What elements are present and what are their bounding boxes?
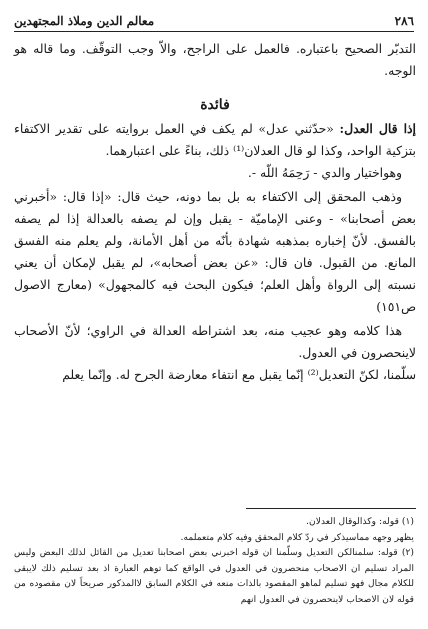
paragraph-5: سلّمنا، لكنّ التعديل⁽²⁾ إنّما يقبل مع انتفاء معارضة الجرح له. وإنّما يعلم (62, 367, 416, 382)
footnote-divider (246, 508, 416, 509)
paragraph-4: هذا كلامه وهو عجيب منه، بعد اشتراطه العدالة في الراوي؛ لأنّ الأصحاب لاينحصرون في العدول. (14, 323, 416, 360)
page-number: ٢٨٦ (394, 14, 414, 28)
footnote-2-text: (٢) قوله: سلمنالكن التعديل وسلّمنا ان قوله اخبرني بعض اصحابنا تعديل من القائل لذلك البعض وليس المراد تسليم ان الاصحاب منحصرون في العدول في الواقع كما توهم العبارة اذ بعد تسليم ذلك لايبقى للكلام مجال فهو تسليم لماهو المقصود بالذات منعه في الكلام السابق لاالمذكور صريحاً لان مقصوده من قوله لان الاصحاب لاينحصرون في العدول انهم (14, 547, 414, 605)
running-title: معالم الدين وملاذ المجتهدين (14, 14, 155, 28)
main-text (14, 38, 416, 386)
paragraph-1 (14, 118, 416, 162)
paragraph-1-text: «حدّثني عدل» لم يكف في العمل بروايته على تقدير الاكتفاء بتزكية الواحد، وكذا لو قال العدلان⁽¹⁾ ذلك، بناءً على اعتبارهما. (14, 121, 416, 158)
intro-paragraph: التدبّر الصحيح باعتباره. فالعمل على الراجح، والاّ وجب التوقّف. وما قاله هو الوجه. (14, 41, 416, 78)
paragraph-2: وهواختيار والدي - رَحِمَهُ اللّه -. (247, 165, 402, 180)
footnotes (14, 514, 414, 607)
footnote-1-title: (١) قوله: وكذالوقال العدلان. (306, 516, 414, 527)
paragraph-1-lead: إذا قال العدل: (339, 121, 416, 136)
page-header (14, 11, 414, 32)
footnote-1-text: يظهر وجهه مماسيذكر في ردّ كلام المحقق وفيه كلام متعملمه. (180, 531, 414, 543)
section-heading: فائدة (200, 97, 230, 113)
paragraph-3: وذهب المحقق إلى الاكتفاء به بل بما دونه، حيث قال: «إذا قال: «أخبرني بعض أصحابنا» - وعنى الإماميّة - يقبل وإن لم يصفه بالعدالة إذا لم يصفه بالفسق. لأنّ إخباره بمذهبه شهادة بأنّه من أهل الأمانة، ولم يعلم منه الفسق المانع. من القبول. فان قال: «عن بعض أصحابه»، لم يقبل لإمكان أن يعني نسبته إلى الرواة وأهل العلم؛ فيكون البحث فيه كالمجهول» (معارج الاصول ص١٥١) (14, 189, 416, 314)
